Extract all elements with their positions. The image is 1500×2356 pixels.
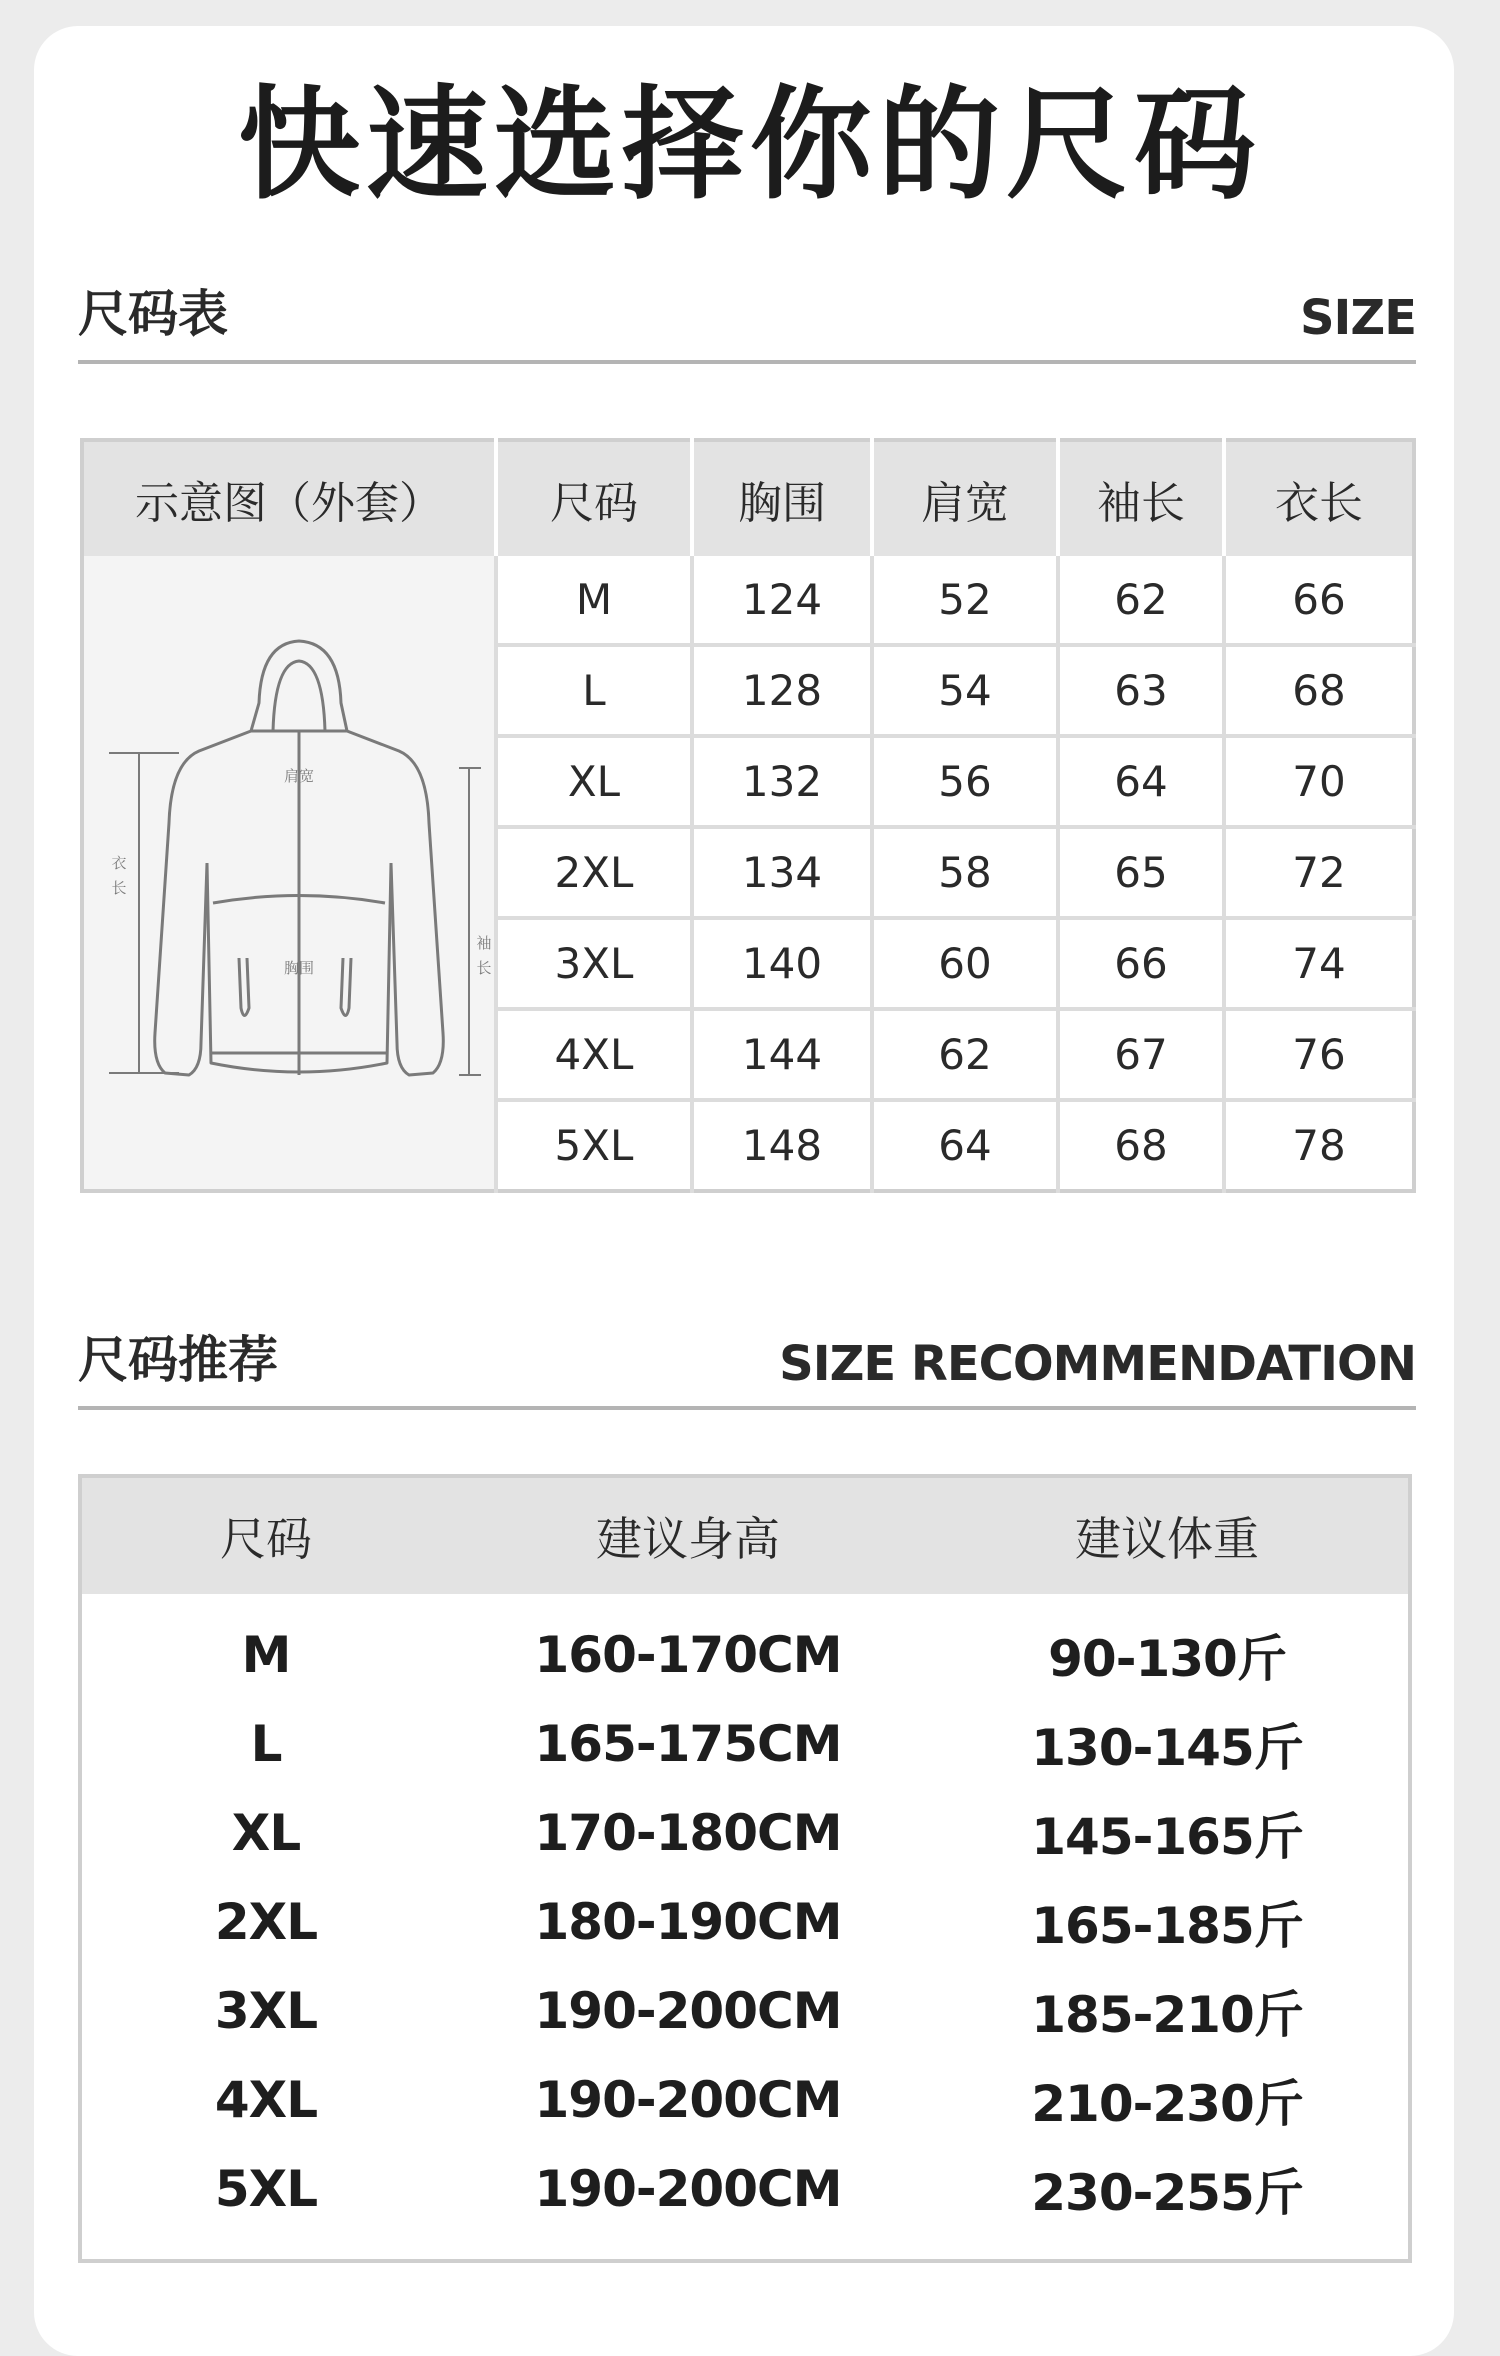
svg-text:长: 长 bbox=[111, 878, 127, 897]
rec-cell-weight: 145-165斤 bbox=[1031, 1807, 1303, 1866]
cell-chest: 132 bbox=[692, 736, 872, 827]
cell-size: L bbox=[496, 645, 692, 736]
size-chart-header bbox=[78, 285, 1416, 364]
rec-col-height: 建议身高 bbox=[450, 1476, 926, 1594]
rec-cell-height: 180-190CM bbox=[534, 1892, 842, 1951]
cell-sleeve: 67 bbox=[1058, 1009, 1224, 1100]
col-header-chest: 胸围 bbox=[692, 440, 872, 556]
rec-cell-size: 5XL bbox=[214, 2159, 318, 2218]
table-row bbox=[80, 2144, 1410, 2261]
cell-length: 70 bbox=[1224, 736, 1414, 827]
size-chart-heading: 尺码表 bbox=[78, 285, 228, 343]
cell-length: 74 bbox=[1224, 918, 1414, 1009]
rec-cell-height: 165-175CM bbox=[534, 1714, 842, 1773]
cell-shoulder: 54 bbox=[872, 645, 1058, 736]
rec-cell-weight: 185-210斤 bbox=[1031, 1985, 1303, 2044]
cell-chest: 140 bbox=[692, 918, 872, 1009]
table-row bbox=[82, 556, 1414, 645]
rec-cell-size: M bbox=[241, 1625, 291, 1684]
recommendation-header-row bbox=[80, 1476, 1410, 1594]
cell-length: 76 bbox=[1224, 1009, 1414, 1100]
rec-cell-size: XL bbox=[231, 1803, 301, 1862]
rec-cell-size: 3XL bbox=[214, 1981, 318, 2040]
cell-sleeve: 65 bbox=[1058, 827, 1224, 918]
rec-col-size: 尺码 bbox=[80, 1476, 450, 1594]
recommendation-header bbox=[78, 1331, 1416, 1410]
cell-size: 3XL bbox=[496, 918, 692, 1009]
size-chart-heading-en: SIZE bbox=[1299, 290, 1416, 346]
cell-length: 72 bbox=[1224, 827, 1414, 918]
recommendation-heading: 尺码推荐 bbox=[78, 1331, 278, 1389]
cell-length: 66 bbox=[1224, 556, 1414, 645]
col-header-sleeve: 袖长 bbox=[1058, 440, 1224, 556]
diagram-label-sleeve: 袖 bbox=[476, 933, 492, 952]
col-header-size: 尺码 bbox=[496, 440, 692, 556]
cell-shoulder: 58 bbox=[872, 827, 1058, 918]
size-chart-header-row bbox=[82, 440, 1414, 556]
size-chart-table bbox=[80, 438, 1416, 1193]
rec-cell-weight: 90-130斤 bbox=[1048, 1629, 1286, 1688]
rec-cell-height: 170-180CM bbox=[534, 1803, 842, 1862]
jacket-diagram bbox=[89, 563, 492, 1183]
table-row bbox=[80, 2055, 1410, 2144]
cell-shoulder: 56 bbox=[872, 736, 1058, 827]
cell-shoulder: 60 bbox=[872, 918, 1058, 1009]
cell-chest: 134 bbox=[692, 827, 872, 918]
diagram-label-length: 衣 bbox=[111, 853, 127, 872]
page-title: 快速选择你的尺码 bbox=[238, 74, 1262, 216]
rec-cell-size: 2XL bbox=[214, 1892, 318, 1951]
rec-cell-height: 160-170CM bbox=[534, 1625, 842, 1684]
table-row bbox=[80, 1699, 1410, 1788]
cell-chest: 148 bbox=[692, 1100, 872, 1191]
diagram-cell bbox=[82, 556, 496, 1191]
table-row bbox=[80, 1966, 1410, 2055]
cell-chest: 124 bbox=[692, 556, 872, 645]
table-row bbox=[80, 1877, 1410, 1966]
cell-shoulder: 64 bbox=[872, 1100, 1058, 1191]
rec-col-weight: 建议体重 bbox=[926, 1476, 1410, 1594]
cell-size: XL bbox=[496, 736, 692, 827]
rec-cell-weight: 130-145斤 bbox=[1031, 1718, 1303, 1777]
diagram-label-chest: 胸围 bbox=[283, 958, 315, 977]
rec-cell-weight: 165-185斤 bbox=[1031, 1896, 1303, 1955]
cell-shoulder: 52 bbox=[872, 556, 1058, 645]
col-header-diagram: 示意图（外套） bbox=[82, 440, 496, 556]
rec-cell-size: L bbox=[250, 1714, 282, 1773]
cell-sleeve: 63 bbox=[1058, 645, 1224, 736]
col-header-shoulder: 肩宽 bbox=[872, 440, 1058, 556]
recommendation-table bbox=[78, 1474, 1412, 2263]
table-row bbox=[80, 1788, 1410, 1877]
cell-size: M bbox=[496, 556, 692, 645]
cell-length: 68 bbox=[1224, 645, 1414, 736]
rec-cell-weight: 230-255斤 bbox=[1031, 2163, 1303, 2222]
svg-text:长: 长 bbox=[476, 958, 492, 977]
cell-size: 2XL bbox=[496, 827, 692, 918]
cell-sleeve: 66 bbox=[1058, 918, 1224, 1009]
cell-sleeve: 64 bbox=[1058, 736, 1224, 827]
rec-cell-weight: 210-230斤 bbox=[1031, 2074, 1303, 2133]
cell-sleeve: 68 bbox=[1058, 1100, 1224, 1191]
cell-size: 4XL bbox=[496, 1009, 692, 1100]
cell-length: 78 bbox=[1224, 1100, 1414, 1191]
diagram-label-shoulder: 肩宽 bbox=[283, 766, 315, 785]
rec-cell-height: 190-200CM bbox=[534, 2070, 842, 2129]
cell-chest: 144 bbox=[692, 1009, 872, 1100]
cell-sleeve: 62 bbox=[1058, 556, 1224, 645]
rec-cell-height: 190-200CM bbox=[534, 2159, 842, 2218]
table-row bbox=[80, 1594, 1410, 1699]
cell-size: 5XL bbox=[496, 1100, 692, 1191]
cell-chest: 128 bbox=[692, 645, 872, 736]
rec-cell-size: 4XL bbox=[214, 2070, 318, 2129]
rec-cell-height: 190-200CM bbox=[534, 1981, 842, 2040]
cell-shoulder: 62 bbox=[872, 1009, 1058, 1100]
col-header-length: 衣长 bbox=[1224, 440, 1414, 556]
recommendation-heading-en: SIZE RECOMMENDATION bbox=[779, 1336, 1416, 1392]
